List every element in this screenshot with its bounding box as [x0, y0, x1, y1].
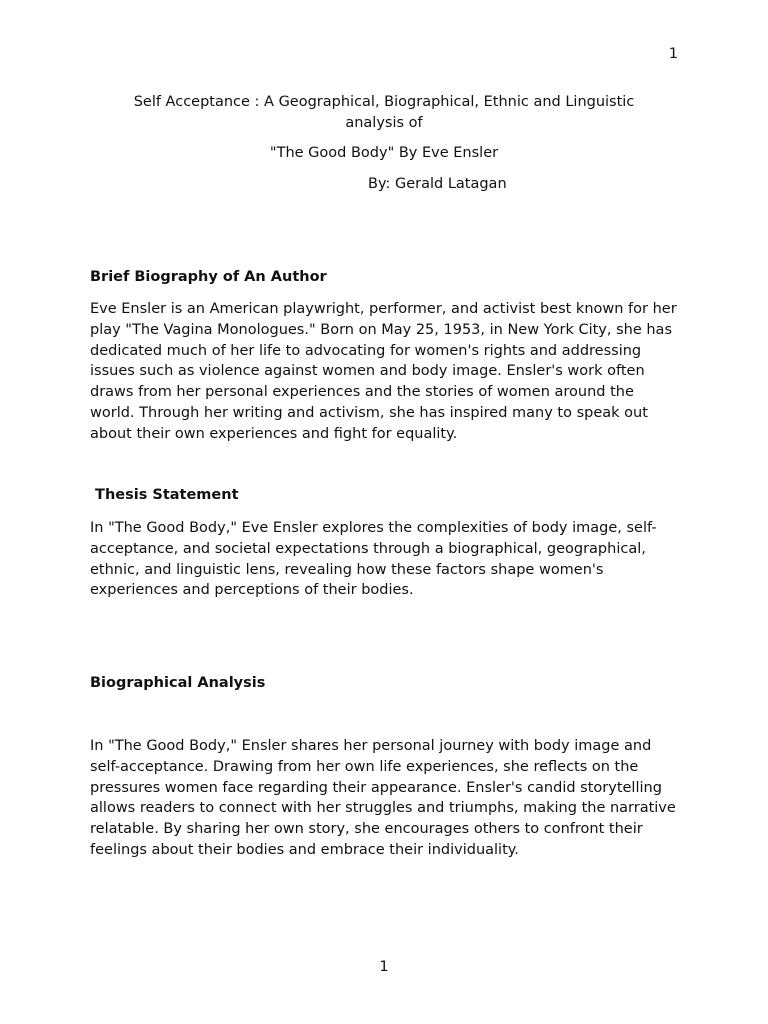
header-page-number: 1 — [668, 46, 678, 62]
work-title: "The Good Body" By Eve Ensler — [269, 145, 499, 161]
document-title: Self Acceptance : A Geographical, Biographical, Ethnic and Linguistic analysis of — [133, 94, 635, 131]
section-heading-thesis: Thesis Statement — [90, 487, 239, 503]
section-body-biographical-analysis: In "The Good Body," Ensler shares her personal journey with body image and self-acceptance. Drawing from her own life experiences, she reflects on the pressures women face regarding their appearance. Ensler's candid storytelling allows readers to connect with her struggles and triumphs, making the narrative relatable. By sharing her own story, she encourages others to confront their feelings about their bodies and embrace their individuality. — [90, 738, 676, 858]
section-body-thesis: In "The Good Body," Eve Ensler explores the complexities of body image, self-acceptance, and societal expectations through a biographical, geographical, ethnic, and linguistic lens, revealing how these factors shape women's experiences and perceptions of their bodies. — [90, 520, 657, 599]
author-byline: By: Gerald Latagan — [368, 176, 507, 192]
section-body-biography: Eve Ensler is an American playwright, performer, and activist best known for her play "The Vagina Monologues." Born on May 25, 1953, in New York City, she has dedicated much of her life to advocating for women's rights and addressing issues such as violence against women and body image. Ensler's work often draws from her personal experiences and the stories of women around the world. Through her writing and activism, she has inspired many to speak out about their own experiences and fight for equality. — [90, 301, 677, 442]
section-heading-biographical-analysis: Biographical Analysis — [90, 675, 266, 691]
footer-page-number: 1 — [379, 959, 389, 975]
section-heading-biography: Brief Biography of An Author — [90, 269, 327, 285]
